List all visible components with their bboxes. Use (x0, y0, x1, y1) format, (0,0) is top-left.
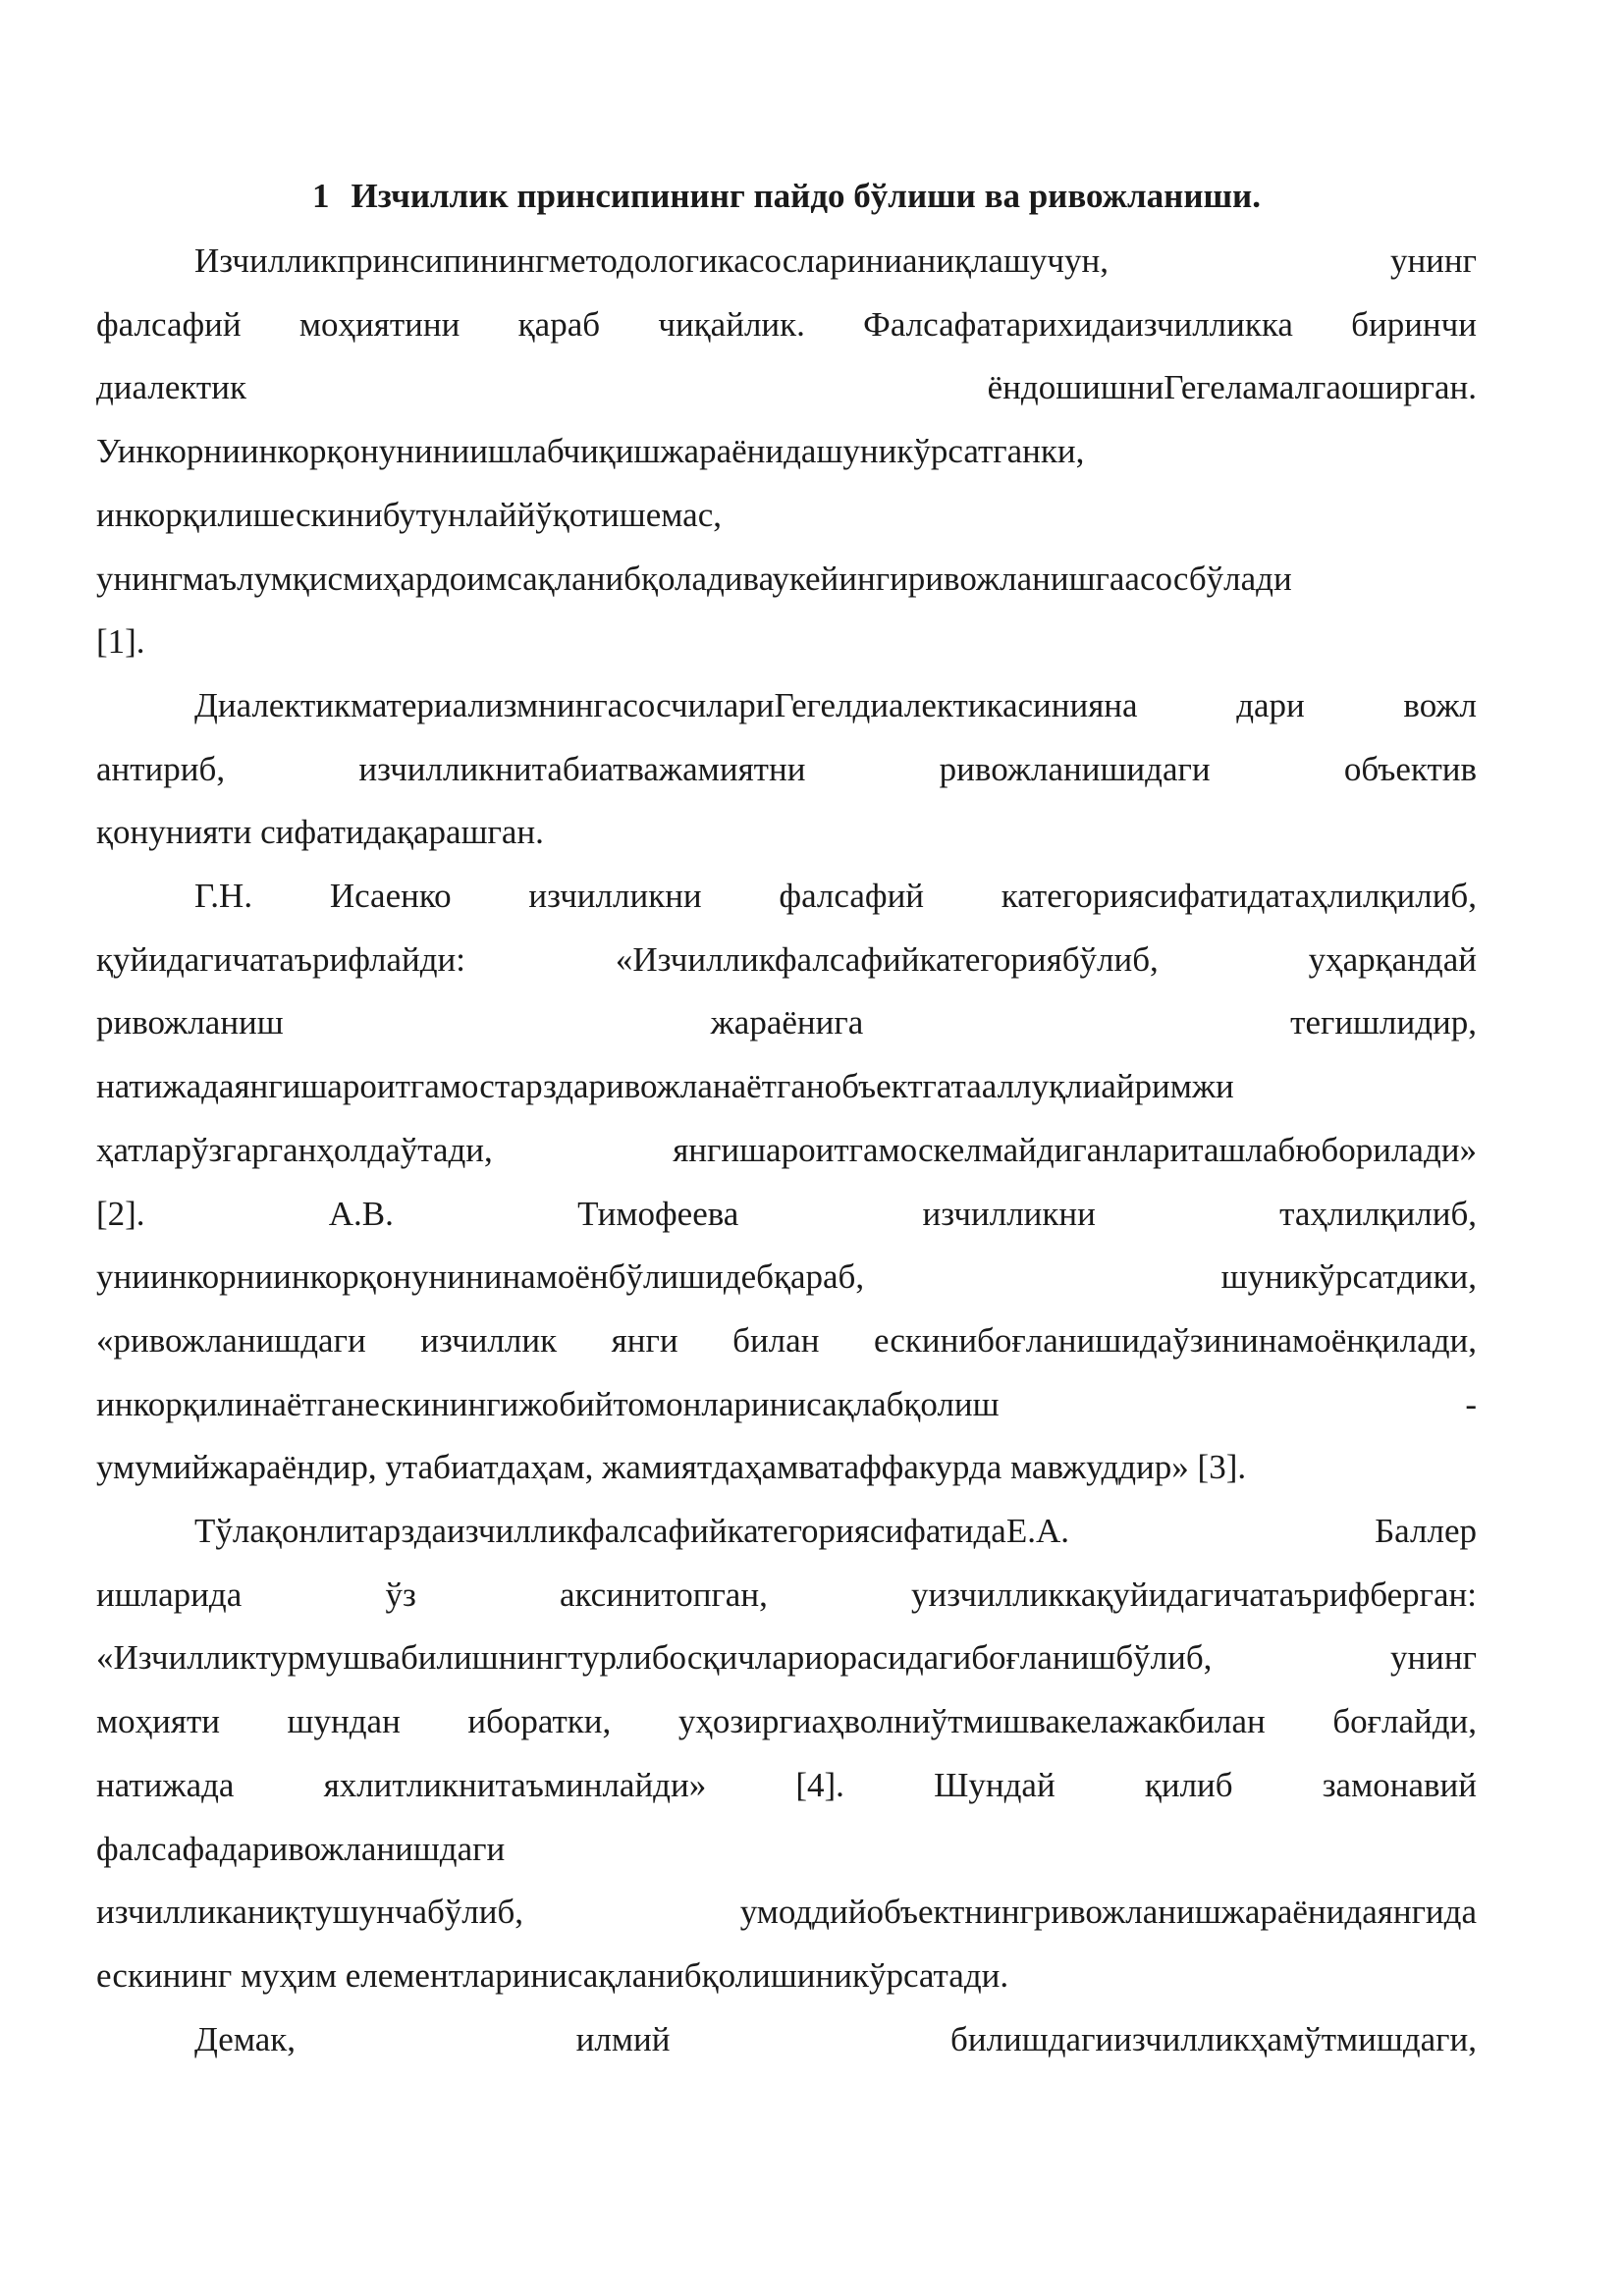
text-line: Демак, илмий билишдагиизчилликҳамўтмишдаги, (194, 2019, 1477, 2058)
text-line: Г.Н. Исаенко изчилликни фалсафий категориясифатидатаҳлилқилиб, (194, 877, 1477, 916)
text-line: [1]. (96, 622, 145, 662)
text-line: унингмаълумқисмиҳардоимсақланибқоладиваукейингиривожланишгаасосбўлади (96, 559, 1292, 598)
text-line: ТўлақонлитарздаизчилликфалсафийкатегориясифатидаЕ.А. Баллер (194, 1512, 1477, 1551)
text-line: антириб, изчилликнитабиатважамиятни ривожланишидаги объектив (96, 749, 1477, 788)
text-line: Изчилликпринсипинингметодологикасосларинианиқлашучун, унинг (194, 241, 1477, 280)
text-line: инкорқилишескинибутунлаййўқотишемас, (96, 495, 722, 534)
text-line: ҳатларўзгарганҳолдаўтади, янгишароитгамоскелмайдиганлариташлабюборилади» (96, 1130, 1477, 1169)
text-line: инкорқилинаётганескинингижобийтомонларинисақлабқолиш - (96, 1384, 1477, 1423)
text-line: ескининг муҳим елементларинисақланибқолишиникўрсатади. (96, 1955, 1009, 1995)
paragraph (96, 674, 1477, 865)
text-line: «Изчилликтурмушвабилишнингтурлибосқичлариорасидагибоғланишбўлиб, унинг (96, 1638, 1477, 1678)
text-line: изчилликаниқтушунчабўлиб, умоддийобъектнингривожланишжараёнидаянгида (96, 1893, 1477, 1932)
text-line: ишларида ўз аксинитопган, уизчилликкақуйидагичатаърифберган: (96, 1575, 1477, 1614)
text-line: диалектик ёндошишниГегеламалгаоширган. (96, 368, 1477, 407)
text-line: [2]. А.В. Тимофеева изчилликни таҳлилқилиб, (96, 1194, 1477, 1233)
paragraph (96, 1500, 1477, 2008)
text-line: моҳияти шундан иборатки, уҳозиргиаҳволниўтмишвакелажакбилан боғлайди, (96, 1702, 1477, 1741)
text-line: Уинкорниинкорқонуниниишлабчиқишжараёнидашуникўрсатганки, (96, 432, 1085, 471)
text-line: натижада яхлитликнитаъминлайди» [4]. Шундай қилиб замонавий (96, 1765, 1477, 1804)
text-line: «ривожланишдаги изчиллик янги билан ескинибоғланишидаўзининамоёнқилади, (96, 1320, 1477, 1360)
text-line: умумийжараёндир, утабиатдаҳам, жамиятдаҳамватаффакурда мавжуддир» [3]. (96, 1448, 1247, 1487)
text-line: натижадаянгишароитгамостарздаривожланаётганобъектгатааллуқлиайримжи (96, 1067, 1234, 1106)
section-number: 1 (312, 177, 330, 215)
text-line: фалсафий моҳиятини қараб чиқайлик. Фалсафатарихидаизчилликка биринчи (96, 304, 1477, 344)
body-text (96, 230, 1477, 2071)
section-title: Изчиллик принсипининг пайдо бўлиши ва ривожланиши. (351, 177, 1261, 215)
text-line: қуйидагичатаърифлайди: «Изчилликфалсафийкатегориябўлиб, уҳарқандай (96, 939, 1477, 979)
paragraph (96, 865, 1477, 1500)
text-line: қонунияти сифатидақарашган. (96, 813, 544, 852)
text-line: униинкорниинкорқонунининамоёнбўлишидебқараб, шуникўрсатдики, (96, 1257, 1477, 1297)
section-heading (96, 171, 1477, 222)
text-line: ривожланиш жараёнига тегишлидир, (96, 1003, 1477, 1042)
paragraph (96, 230, 1477, 674)
paragraph (96, 2008, 1477, 2072)
text-line: ДиалектикматериализмнингасосчилариГегелдиалектикасинияна дари вожл (194, 685, 1477, 724)
text-line: фалсафадаривожланишдаги (96, 1829, 506, 1868)
